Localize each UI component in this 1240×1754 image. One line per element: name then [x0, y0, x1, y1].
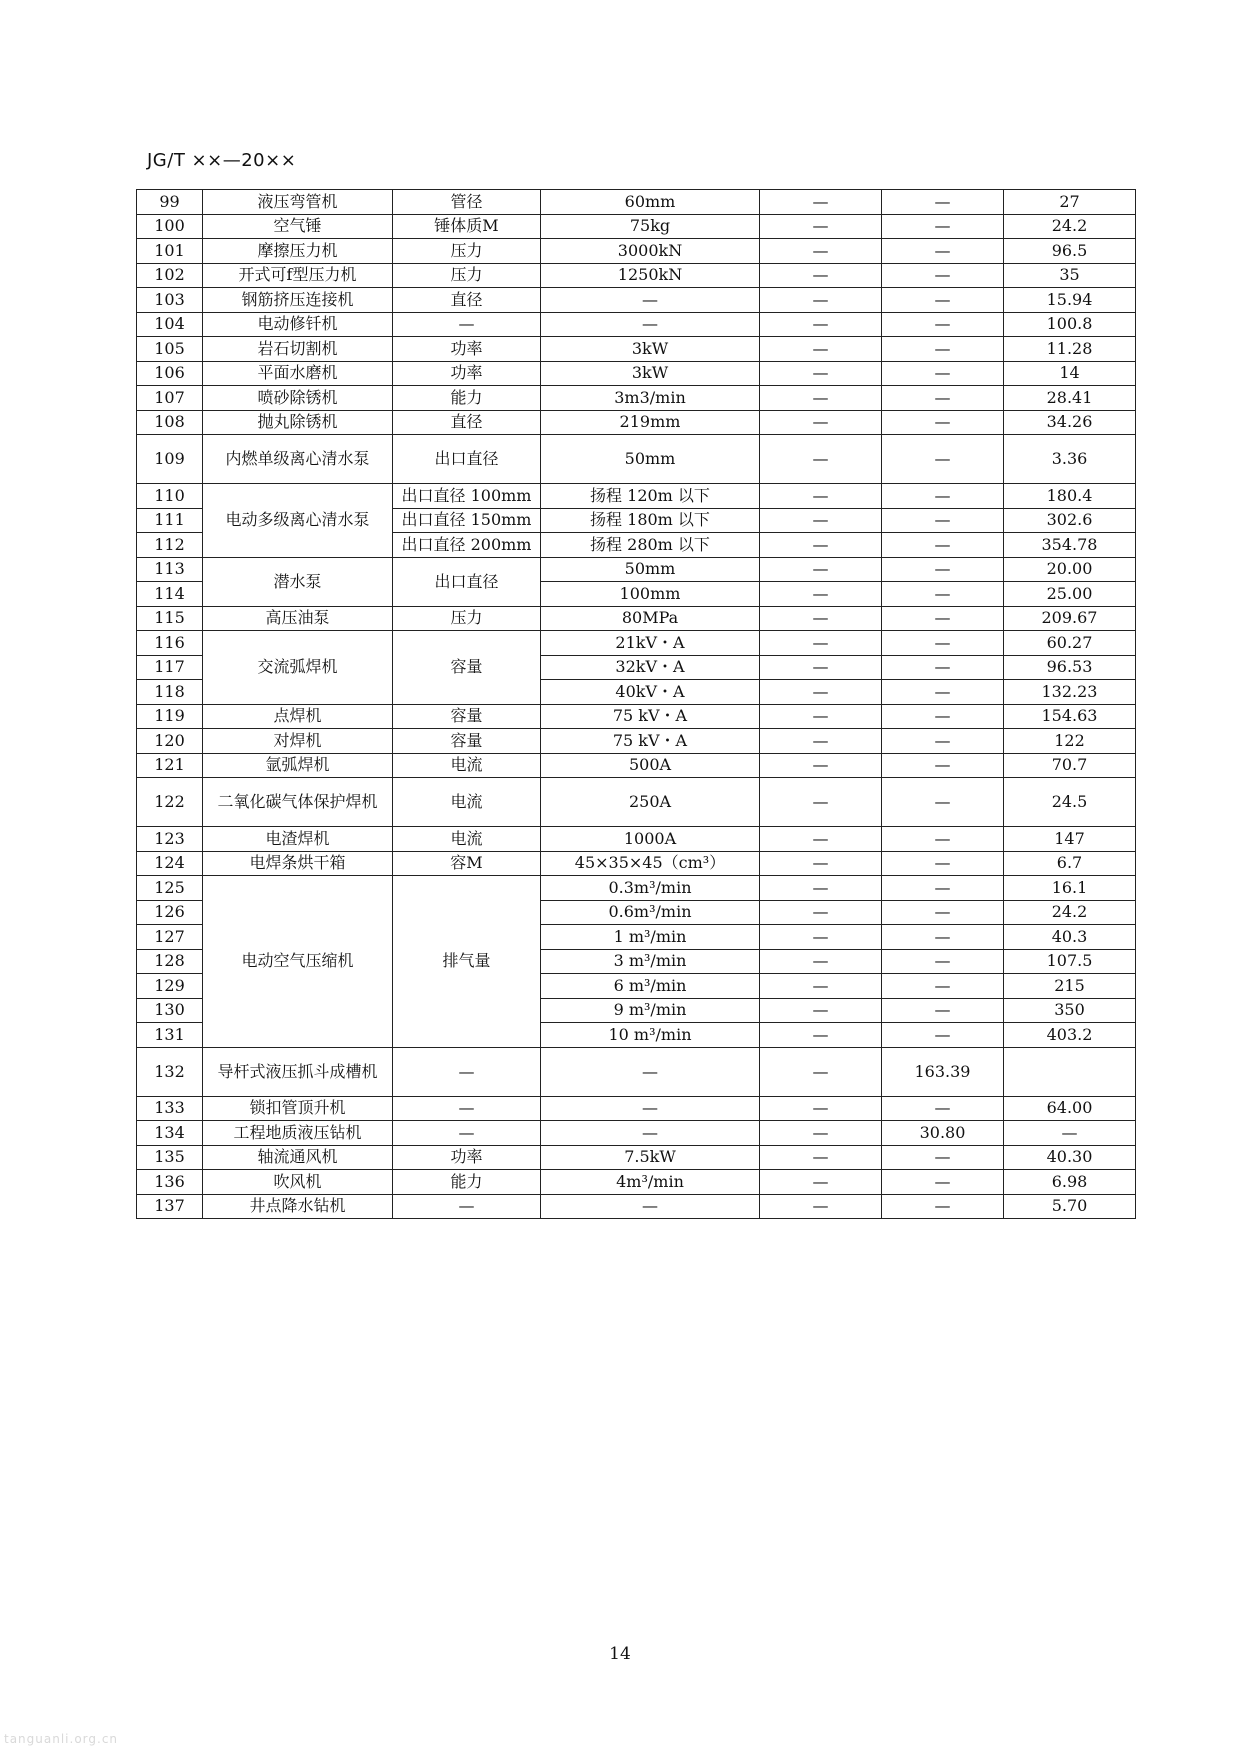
value-col7: 96.53 — [1004, 655, 1136, 680]
value-col6: — — [882, 263, 1004, 288]
value-col7: 122 — [1004, 729, 1136, 754]
parameter: 出口直径 100mm — [393, 484, 541, 509]
specification: 6 m³/min — [541, 974, 760, 999]
value-col7: 215 — [1004, 974, 1136, 999]
row-number: 134 — [137, 1121, 203, 1146]
value-col5: — — [760, 435, 882, 484]
value-col5: — — [760, 729, 882, 754]
specification: 3000kN — [541, 239, 760, 264]
row-number: 112 — [137, 533, 203, 558]
specification: — — [541, 1121, 760, 1146]
machine-name: 空气锤 — [203, 214, 393, 239]
value-col6: — — [882, 1194, 1004, 1219]
value-col6: — — [882, 557, 1004, 582]
row-number: 125 — [137, 876, 203, 901]
table-row — [137, 190, 1136, 215]
specification: 45×35×45（cm³） — [541, 851, 760, 876]
table-row — [137, 1170, 1136, 1195]
value-col7: 24.2 — [1004, 214, 1136, 239]
value-col5: — — [760, 704, 882, 729]
value-col7: 70.7 — [1004, 753, 1136, 778]
row-number: 117 — [137, 655, 203, 680]
machine-name: 电焊条烘干箱 — [203, 851, 393, 876]
value-col5: — — [760, 508, 882, 533]
specification: 50mm — [541, 435, 760, 484]
watermark: tanguanli.org.cn — [4, 1732, 119, 1746]
parameter: 直径 — [393, 410, 541, 435]
parameter: 压力 — [393, 263, 541, 288]
value-col5: — — [760, 533, 882, 558]
table-row — [137, 827, 1136, 852]
specification: — — [541, 1047, 760, 1096]
specification: 100mm — [541, 582, 760, 607]
machine-name: 导杆式液压抓斗成槽机 — [203, 1047, 393, 1096]
row-number: 121 — [137, 753, 203, 778]
value-col7: — — [1004, 1121, 1136, 1146]
specification: — — [541, 288, 760, 313]
value-col6: — — [882, 1096, 1004, 1121]
value-col5: — — [760, 1047, 882, 1096]
row-number: 128 — [137, 949, 203, 974]
value-col5: — — [760, 557, 882, 582]
value-col5: — — [760, 582, 882, 607]
table-row — [137, 214, 1136, 239]
parameter: — — [393, 312, 541, 337]
parameter: 能力 — [393, 1170, 541, 1195]
parameter: 容量 — [393, 729, 541, 754]
specification: 80MPa — [541, 606, 760, 631]
machine-name: 锁扣管顶升机 — [203, 1096, 393, 1121]
value-col5: — — [760, 1023, 882, 1048]
row-number: 111 — [137, 508, 203, 533]
value-col5: — — [760, 974, 882, 999]
parameter: 功率 — [393, 1145, 541, 1170]
value-col6: — — [882, 606, 1004, 631]
value-col6: — — [882, 998, 1004, 1023]
value-col6: 30.80 — [882, 1121, 1004, 1146]
machine-name: 钢筋挤压连接机 — [203, 288, 393, 313]
value-col5: — — [760, 753, 882, 778]
specification: 7.5kW — [541, 1145, 760, 1170]
value-col6: — — [882, 949, 1004, 974]
table-row — [137, 263, 1136, 288]
value-col7: 3.36 — [1004, 435, 1136, 484]
value-col7: 34.26 — [1004, 410, 1136, 435]
parameter: 能力 — [393, 386, 541, 411]
parameter: 容量 — [393, 704, 541, 729]
row-number: 124 — [137, 851, 203, 876]
parameter: 电流 — [393, 753, 541, 778]
machine-name: 点焊机 — [203, 704, 393, 729]
specification: — — [541, 1096, 760, 1121]
table-row — [137, 312, 1136, 337]
table-row — [137, 410, 1136, 435]
value-col6: — — [882, 484, 1004, 509]
parameter: — — [393, 1121, 541, 1146]
value-col7: 24.2 — [1004, 900, 1136, 925]
value-col7: 96.5 — [1004, 239, 1136, 264]
value-col7: 403.2 — [1004, 1023, 1136, 1048]
table-row — [137, 606, 1136, 631]
machine-name: 电动多级离心清水泵 — [203, 484, 393, 558]
machine-name: 开式可f型压力机 — [203, 263, 393, 288]
value-col5: — — [760, 680, 882, 705]
table-row — [137, 876, 1136, 901]
value-col6: — — [882, 214, 1004, 239]
value-col7: 180.4 — [1004, 484, 1136, 509]
row-number: 122 — [137, 778, 203, 827]
row-number: 107 — [137, 386, 203, 411]
value-col6: — — [882, 1023, 1004, 1048]
value-col6: — — [882, 288, 1004, 313]
value-col6: — — [882, 410, 1004, 435]
machine-name: 抛丸除锈机 — [203, 410, 393, 435]
value-col7: 40.30 — [1004, 1145, 1136, 1170]
value-col7: 11.28 — [1004, 337, 1136, 362]
specification: 3 m³/min — [541, 949, 760, 974]
value-col5: — — [760, 1194, 882, 1219]
row-number: 119 — [137, 704, 203, 729]
parameter: 出口直径 150mm — [393, 508, 541, 533]
value-col6: — — [882, 190, 1004, 215]
row-number: 109 — [137, 435, 203, 484]
row-number: 137 — [137, 1194, 203, 1219]
specification: 0.6m³/min — [541, 900, 760, 925]
specification: 75kg — [541, 214, 760, 239]
specification: 3kW — [541, 337, 760, 362]
row-number: 129 — [137, 974, 203, 999]
parameter: 出口直径 — [393, 557, 541, 606]
specification: — — [541, 312, 760, 337]
specification: 250A — [541, 778, 760, 827]
machine-name: 电动空气压缩机 — [203, 876, 393, 1048]
value-col5: — — [760, 900, 882, 925]
value-col7: 350 — [1004, 998, 1136, 1023]
row-number: 115 — [137, 606, 203, 631]
value-col5: — — [760, 1121, 882, 1146]
value-col5: — — [760, 312, 882, 337]
machine-name: 电动修钎机 — [203, 312, 393, 337]
value-col7: 60.27 — [1004, 631, 1136, 656]
row-number: 127 — [137, 925, 203, 950]
value-col5: — — [760, 1096, 882, 1121]
value-col7: 100.8 — [1004, 312, 1136, 337]
row-number: 100 — [137, 214, 203, 239]
value-col6: — — [882, 827, 1004, 852]
value-col5: — — [760, 998, 882, 1023]
value-col7: 14 — [1004, 361, 1136, 386]
value-col7: 15.94 — [1004, 288, 1136, 313]
value-col5: — — [760, 410, 882, 435]
value-col7: 147 — [1004, 827, 1136, 852]
parameter: 压力 — [393, 606, 541, 631]
machine-name: 井点降水钻机 — [203, 1194, 393, 1219]
row-number: 116 — [137, 631, 203, 656]
value-col7: 16.1 — [1004, 876, 1136, 901]
value-col7: 6.98 — [1004, 1170, 1136, 1195]
value-col6: — — [882, 1145, 1004, 1170]
value-col7: 132.23 — [1004, 680, 1136, 705]
value-col5: — — [760, 1145, 882, 1170]
parameter: — — [393, 1194, 541, 1219]
parameter: 管径 — [393, 190, 541, 215]
value-col7: 64.00 — [1004, 1096, 1136, 1121]
value-col5: — — [760, 827, 882, 852]
specification: — — [541, 1194, 760, 1219]
specification: 10 m³/min — [541, 1023, 760, 1048]
row-number: 101 — [137, 239, 203, 264]
value-col6: — — [882, 876, 1004, 901]
machine-name: 氩弧焊机 — [203, 753, 393, 778]
table-row — [137, 484, 1136, 509]
table-row — [137, 729, 1136, 754]
row-number: 108 — [137, 410, 203, 435]
parameter: 电流 — [393, 827, 541, 852]
table-row — [137, 337, 1136, 362]
page-number: 14 — [609, 1644, 631, 1664]
value-col6: — — [882, 704, 1004, 729]
row-number: 120 — [137, 729, 203, 754]
row-number: 114 — [137, 582, 203, 607]
value-col7: 25.00 — [1004, 582, 1136, 607]
value-col6: — — [882, 974, 1004, 999]
value-col6: — — [882, 508, 1004, 533]
specification: 21kV・A — [541, 631, 760, 656]
value-col5: — — [760, 263, 882, 288]
table-row — [137, 1121, 1136, 1146]
machine-name: 内燃单级离心清水泵 — [203, 435, 393, 484]
row-number: 133 — [137, 1096, 203, 1121]
specification: 扬程 120m 以下 — [541, 484, 760, 509]
value-col7: 209.67 — [1004, 606, 1136, 631]
value-col6: — — [882, 1170, 1004, 1195]
value-col5: — — [760, 1170, 882, 1195]
parameter: — — [393, 1096, 541, 1121]
parameter: 容M — [393, 851, 541, 876]
specification: 9 m³/min — [541, 998, 760, 1023]
specification: 219mm — [541, 410, 760, 435]
row-number: 110 — [137, 484, 203, 509]
value-col7: 154.63 — [1004, 704, 1136, 729]
machine-name: 吹风机 — [203, 1170, 393, 1195]
machine-name: 轴流通风机 — [203, 1145, 393, 1170]
value-col6: 163.39 — [882, 1047, 1004, 1096]
table-row — [137, 361, 1136, 386]
value-col5: — — [760, 361, 882, 386]
machine-name: 岩石切割机 — [203, 337, 393, 362]
specification: 0.3m³/min — [541, 876, 760, 901]
value-col6: — — [882, 361, 1004, 386]
parameter: — — [393, 1047, 541, 1096]
machine-name: 液压弯管机 — [203, 190, 393, 215]
value-col7: 20.00 — [1004, 557, 1136, 582]
machinery-table — [136, 189, 1136, 1219]
specification: 扬程 280m 以下 — [541, 533, 760, 558]
table-row — [137, 1047, 1136, 1096]
row-number: 130 — [137, 998, 203, 1023]
value-col6: — — [882, 631, 1004, 656]
value-col7: 6.7 — [1004, 851, 1136, 876]
value-col6: — — [882, 337, 1004, 362]
value-col6: — — [882, 851, 1004, 876]
value-col6: — — [882, 386, 1004, 411]
value-col5: — — [760, 778, 882, 827]
value-col5: — — [760, 386, 882, 411]
value-col5: — — [760, 949, 882, 974]
row-number: 131 — [137, 1023, 203, 1048]
specification: 1000A — [541, 827, 760, 852]
value-col6: — — [882, 655, 1004, 680]
machine-name: 平面水磨机 — [203, 361, 393, 386]
value-col7: 302.6 — [1004, 508, 1136, 533]
value-col6: — — [882, 312, 1004, 337]
table-row — [137, 1096, 1136, 1121]
value-col5: — — [760, 337, 882, 362]
table-row — [137, 239, 1136, 264]
specification: 500A — [541, 753, 760, 778]
value-col5: — — [760, 876, 882, 901]
row-number: 132 — [137, 1047, 203, 1096]
value-col5: — — [760, 190, 882, 215]
row-number: 102 — [137, 263, 203, 288]
specification: 4m³/min — [541, 1170, 760, 1195]
specification: 50mm — [541, 557, 760, 582]
table-row — [137, 288, 1136, 313]
machine-name: 摩擦压力机 — [203, 239, 393, 264]
row-number: 123 — [137, 827, 203, 852]
value-col6: — — [882, 900, 1004, 925]
value-col6: — — [882, 680, 1004, 705]
parameter: 功率 — [393, 337, 541, 362]
value-col7: 5.70 — [1004, 1194, 1136, 1219]
machine-name: 对焊机 — [203, 729, 393, 754]
value-col6: — — [882, 582, 1004, 607]
parameter: 电流 — [393, 778, 541, 827]
parameter: 排气量 — [393, 876, 541, 1048]
value-col7: 28.41 — [1004, 386, 1136, 411]
value-col7: 24.5 — [1004, 778, 1136, 827]
value-col6: — — [882, 925, 1004, 950]
machine-name: 喷砂除锈机 — [203, 386, 393, 411]
value-col5: — — [760, 484, 882, 509]
value-col5: — — [760, 851, 882, 876]
specification: 3kW — [541, 361, 760, 386]
value-col6: — — [882, 753, 1004, 778]
table-row — [137, 1194, 1136, 1219]
parameter: 功率 — [393, 361, 541, 386]
table-row — [137, 753, 1136, 778]
parameter: 容量 — [393, 631, 541, 705]
row-number: 136 — [137, 1170, 203, 1195]
table-row — [137, 778, 1136, 827]
specification: 60mm — [541, 190, 760, 215]
value-col7: 27 — [1004, 190, 1136, 215]
value-col6: — — [882, 435, 1004, 484]
specification: 75 kV・A — [541, 729, 760, 754]
specification: 32kV・A — [541, 655, 760, 680]
table-row — [137, 386, 1136, 411]
value-col5: — — [760, 239, 882, 264]
row-number: 105 — [137, 337, 203, 362]
parameter: 锤体质M — [393, 214, 541, 239]
specification: 1250kN — [541, 263, 760, 288]
specification: 40kV・A — [541, 680, 760, 705]
row-number: 126 — [137, 900, 203, 925]
value-col6: — — [882, 778, 1004, 827]
value-col7 — [1004, 1047, 1136, 1096]
document-header: JG/T ××—20×× — [147, 150, 297, 171]
value-col5: — — [760, 214, 882, 239]
table-row — [137, 704, 1136, 729]
parameter: 出口直径 200mm — [393, 533, 541, 558]
machine-name: 高压油泵 — [203, 606, 393, 631]
row-number: 99 — [137, 190, 203, 215]
row-number: 135 — [137, 1145, 203, 1170]
value-col5: — — [760, 631, 882, 656]
table-row — [137, 435, 1136, 484]
value-col5: — — [760, 925, 882, 950]
specification: 75 kV・A — [541, 704, 760, 729]
row-number: 103 — [137, 288, 203, 313]
parameter: 出口直径 — [393, 435, 541, 484]
row-number: 104 — [137, 312, 203, 337]
specification: 3m3/min — [541, 386, 760, 411]
table-row — [137, 851, 1136, 876]
row-number: 113 — [137, 557, 203, 582]
machine-name: 交流弧焊机 — [203, 631, 393, 705]
parameter: 直径 — [393, 288, 541, 313]
value-col5: — — [760, 606, 882, 631]
value-col7: 35 — [1004, 263, 1136, 288]
machine-name: 电渣焊机 — [203, 827, 393, 852]
row-number: 118 — [137, 680, 203, 705]
machine-name: 工程地质液压钻机 — [203, 1121, 393, 1146]
value-col7: 40.3 — [1004, 925, 1136, 950]
table-row — [137, 631, 1136, 656]
value-col6: — — [882, 729, 1004, 754]
value-col7: 107.5 — [1004, 949, 1136, 974]
value-col7: 354.78 — [1004, 533, 1136, 558]
row-number: 106 — [137, 361, 203, 386]
table-row — [137, 1145, 1136, 1170]
value-col5: — — [760, 288, 882, 313]
value-col6: — — [882, 533, 1004, 558]
value-col5: — — [760, 655, 882, 680]
parameter: 压力 — [393, 239, 541, 264]
value-col6: — — [882, 239, 1004, 264]
machine-name: 潜水泵 — [203, 557, 393, 606]
specification: 1 m³/min — [541, 925, 760, 950]
table-row — [137, 557, 1136, 582]
machine-name: 二氧化碳气体保护焊机 — [203, 778, 393, 827]
specification: 扬程 180m 以下 — [541, 508, 760, 533]
